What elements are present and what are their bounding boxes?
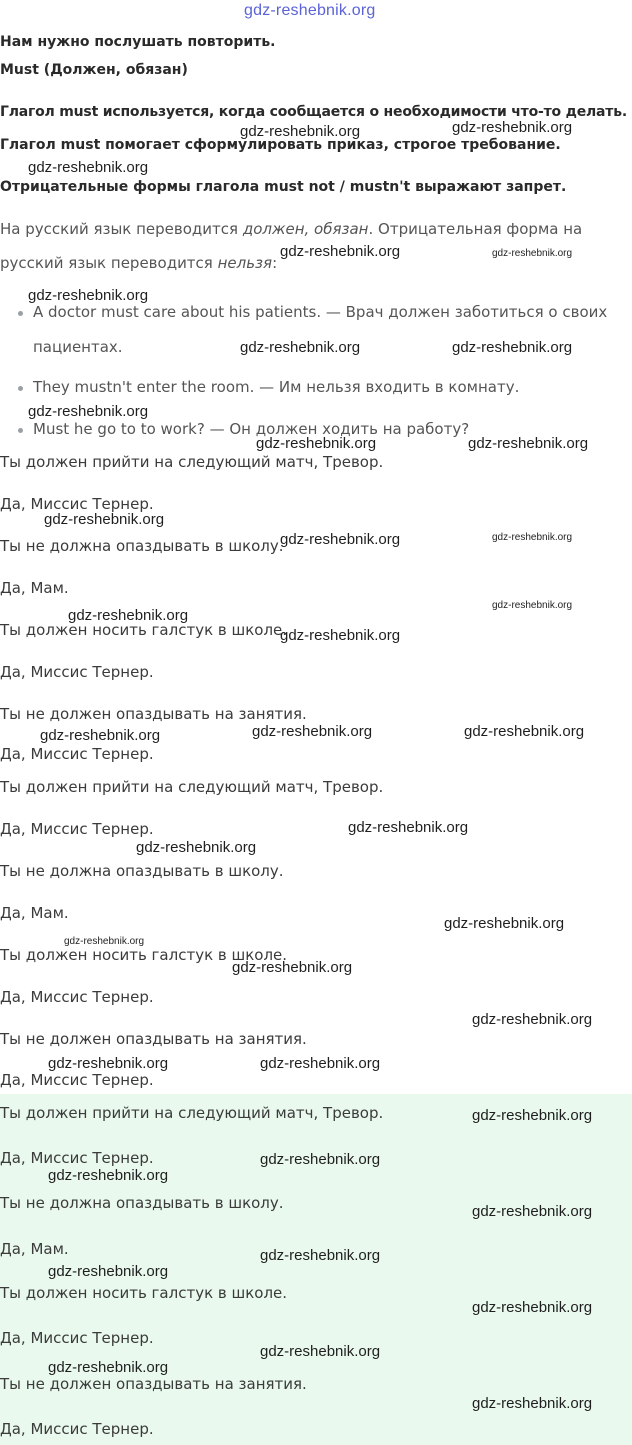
watermark: gdz-reshebnik.org [260, 1247, 381, 1264]
translation-note-line2 [0, 254, 277, 272]
watermark: gdz-reshebnik.org [48, 1263, 169, 1280]
dialogue-line: Ты должен прийти на следующий матч, Тревор. [0, 1104, 384, 1122]
watermark: gdz-reshebnik.org [348, 819, 469, 836]
dialogue-line: Ты должен прийти на следующий матч, Тревор. [0, 778, 384, 796]
watermark: gdz-reshebnik.org [280, 531, 401, 548]
site-watermark-top[interactable]: gdz-reshebnik.org [244, 2, 376, 19]
dialogue-line: Да, Миссис Тернер. [0, 745, 154, 763]
example-item: Must he go to to work? — Он должен ходить на работу? [33, 420, 470, 438]
rule-order: Глагол must помогает сформулировать приказ, строгое требование. [0, 137, 561, 153]
dialogue-line: Ты должен носить галстук в школе. [0, 621, 288, 639]
dialogue-line: Ты должен носить галстук в школе. [0, 946, 288, 964]
dialogue-line: Ты не должна опаздывать в школу. [0, 1194, 284, 1212]
watermark: gdz-reshebnik.org [48, 1359, 169, 1376]
watermark: gdz-reshebnik.org [28, 159, 149, 176]
watermark: gdz-reshebnik.org [68, 607, 189, 624]
rule-prohibition: Отрицательные формы глагола must not / mustn't выражают запрет. [0, 179, 567, 195]
watermark: gdz-reshebnik.org [452, 119, 573, 136]
watermark: gdz-reshebnik.org [280, 627, 401, 644]
dialogue-line: Да, Миссис Тернер. [0, 1071, 154, 1089]
translation-text: На русский язык переводится [0, 220, 243, 238]
dialogue-line: Ты не должна опаздывать в школу. [0, 862, 284, 880]
translation-italic: нельзя [217, 254, 273, 272]
translation-text: : [272, 254, 278, 272]
watermark: gdz-reshebnik.org [240, 339, 361, 356]
dialogue-line: Да, Миссис Тернер. [0, 1149, 154, 1167]
translation-text: русский язык переводится [0, 254, 218, 272]
watermark: gdz-reshebnik.org [232, 959, 353, 976]
dialogue-line: Да, Миссис Тернер. [0, 663, 154, 681]
watermark: gdz-reshebnik.org [48, 1055, 169, 1072]
dialogue-line: Да, Мам. [0, 1240, 69, 1258]
dialogue-line: Да, Миссис Тернер. [0, 495, 154, 513]
example-item: A doctor must care about his patients. — Врач должен заботиться о своих [33, 303, 608, 321]
watermark: gdz-reshebnik.org [492, 532, 573, 543]
watermark: gdz-reshebnik.org [256, 435, 377, 452]
translation-italic: должен, обязан [242, 220, 369, 238]
bullet-icon [18, 428, 23, 433]
dialogue-line: Ты должен носить галстук в школе. [0, 1284, 288, 1302]
dialogue-line: Да, Миссис Тернер. [0, 1420, 154, 1438]
dialogue-line: Да, Миссис Тернер. [0, 988, 154, 1006]
watermark: gdz-reshebnik.org [240, 123, 361, 140]
dialogue-line: Да, Миссис Тернер. [0, 820, 154, 838]
must-heading: Must (Должен, обязан) [0, 62, 188, 78]
dialogue-line: Ты не должна опаздывать в школу. [0, 537, 284, 555]
watermark: gdz-reshebnik.org [472, 1011, 593, 1028]
watermark: gdz-reshebnik.org [444, 915, 565, 932]
dialogue-line: Да, Миссис Тернер. [0, 1329, 154, 1347]
dialogue-line: Ты не должен опаздывать на занятия. [0, 1030, 307, 1048]
watermark: gdz-reshebnik.org [472, 1107, 593, 1124]
watermark: gdz-reshebnik.org [252, 723, 373, 740]
dialogue-line: Ты не должен опаздывать на занятия. [0, 1375, 307, 1393]
watermark: gdz-reshebnik.org [136, 839, 257, 856]
watermark: gdz-reshebnik.org [48, 1167, 169, 1184]
watermark: gdz-reshebnik.org [28, 403, 149, 420]
watermark: gdz-reshebnik.org [260, 1055, 381, 1072]
translation-text: . Отрицательная форма на [368, 220, 583, 238]
translation-note-line1 [0, 220, 582, 238]
watermark: gdz-reshebnik.org [280, 243, 401, 260]
watermark: gdz-reshebnik.org [492, 248, 573, 259]
rule-necessity: Глагол must используется, когда сообщается о необходимости что-то делать. [0, 104, 627, 120]
dialogue-line: Да, Мам. [0, 579, 69, 597]
bullet-icon [18, 386, 23, 391]
watermark: gdz-reshebnik.org [28, 287, 149, 304]
watermark: gdz-reshebnik.org [260, 1343, 381, 1360]
example-item-cont: пациентах. [33, 338, 123, 356]
dialogue-line: Ты должен прийти на следующий матч, Тревор. [0, 453, 384, 471]
watermark: gdz-reshebnik.org [472, 1203, 593, 1220]
watermark: gdz-reshebnik.org [468, 435, 589, 452]
watermark: gdz-reshebnik.org [472, 1299, 593, 1316]
dialogue-line: Ты не должен опаздывать на занятия. [0, 705, 307, 723]
watermark: gdz-reshebnik.org [452, 339, 573, 356]
dialogue-line: Да, Мам. [0, 904, 69, 922]
watermark: gdz-reshebnik.org [464, 723, 585, 740]
intro-line: Нам нужно послушать повторить. [0, 34, 276, 50]
bullet-icon [18, 311, 23, 316]
watermark: gdz-reshebnik.org [492, 600, 573, 611]
watermark: gdz-reshebnik.org [64, 936, 145, 947]
watermark: gdz-reshebnik.org [44, 511, 165, 528]
watermark: gdz-reshebnik.org [472, 1395, 593, 1412]
watermark: gdz-reshebnik.org [260, 1151, 381, 1168]
watermark: gdz-reshebnik.org [40, 727, 161, 744]
example-item: They mustn't enter the room. — Им нельзя входить в комнату. [33, 378, 520, 396]
